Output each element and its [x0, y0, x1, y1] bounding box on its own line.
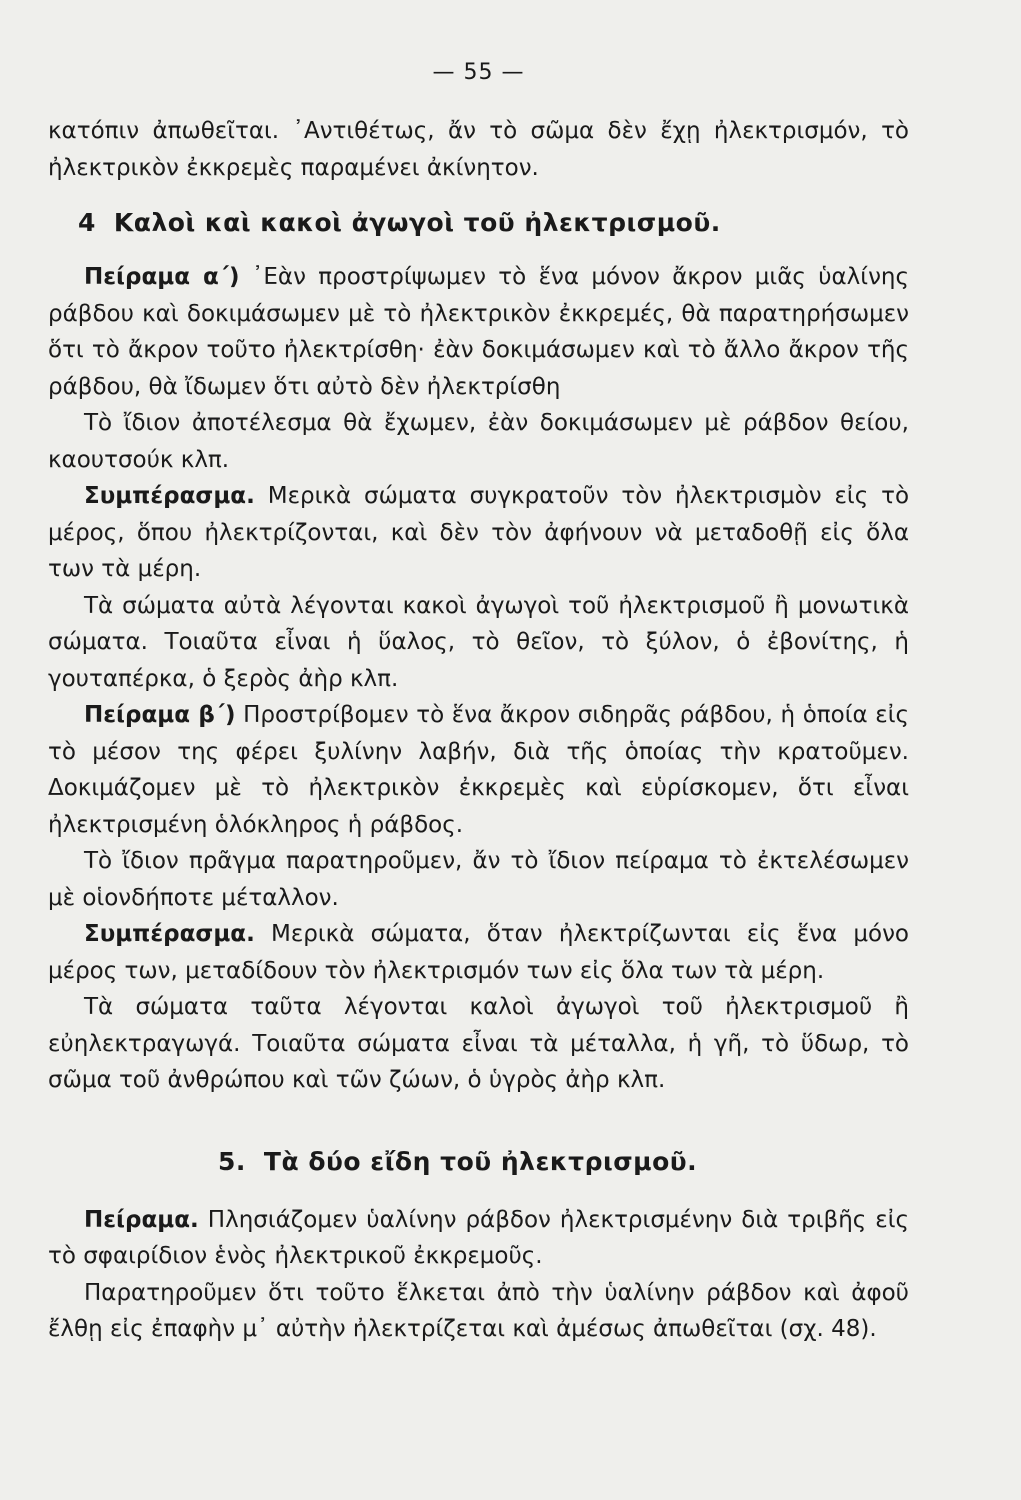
- experiment-a-paragraph: [48, 259, 909, 405]
- section-5-heading: [218, 1147, 909, 1176]
- conclusion-a-label: Συμπέρασμα.: [84, 483, 255, 509]
- experiment-a-follow: Τὸ ἴδιον ἀποτέλεσμα θὰ ἔχωμεν, ἐὰν δοκιμάσωμεν μὲ ράβδον θείου, καουτσούκ κλπ.: [48, 410, 909, 473]
- conclusion-a-follow: Τὰ σώματα αὐτὰ λέγονται κακοὶ ἀγωγοὶ τοῦ ἠλεκτρισμοῦ ἢ μονωτικὰ σώματα. Τοιαῦτα εἶναι ἡ ὕαλος, τὸ θεῖον, τὸ ξύλον, ὁ ἐβονίτης, ἡ γουταπέρκα, ὁ ξερὸς ἀὴρ κλπ.: [48, 592, 909, 692]
- conclusion-b-paragraph: [48, 916, 909, 989]
- experiment-a-text: ᾿Εὰν προστρίψωμεν τὸ ἕνα μόνον ἄκρον μιᾶς ὑαλίνης ράβδου καὶ δοκιμάσωμεν μὲ τὸ ἠλεκτρικὸν ἐκκρεμές, θὰ παρατηρήσωμεν ὅτι τὸ ἄκρον τοῦτο ἠλεκτρίσθη· ἐὰν δοκιμάσωμεν καὶ τὸ ἄλλο ἄκρον τῆς ράβδου, θὰ ἴδωμεν ὅτι αὐτὸ δὲν ἠλεκτρίσθη: [48, 264, 910, 400]
- section-5-number: 5.: [218, 1146, 246, 1176]
- experiment-c-label: Πείραμα.: [84, 1206, 199, 1233]
- experiment-c-paragraph: [48, 1202, 909, 1275]
- conclusion-b-label: Συμπέρασμα.: [84, 921, 255, 947]
- experiment-b-follow: Τὸ ἴδιον πρᾶγμα παρατηροῦμεν, ἄν τὸ ἴδιον πείραμα τὸ ἐκτελέσωμεν μὲ οἱονδήποτε μέταλλον.: [48, 848, 909, 911]
- conclusion-b-follow: Τὰ σώματα ταῦτα λέγονται καλοὶ ἀγωγοὶ τοῦ ἠλεκτρισμοῦ ἢ εὐηλεκτραγωγά. Τοιαῦτα σώματα εἶναι τὰ μέταλλα, ἡ γῆ, τὸ ὕδωρ, τὸ σῶμα τοῦ ἀνθρώπου καὶ τῶν ζώων, ὁ ὑγρὸς ἀὴρ κλπ.: [48, 994, 909, 1093]
- experiment-b-paragraph: [48, 697, 909, 843]
- conclusion-a-text: Μερικὰ σώματα συγκρατοῦν τὸν ἠλεκτρισμὸν εἰς τὸ μέρος, ὅπου ἠλεκτρίζονται, καὶ δὲν τὸν ἀφήνουν νὰ μεταδοθῇ εἰς ὅλα των τὰ μέρη.: [48, 483, 910, 582]
- experiment-c-follow: Παρατηροῦμεν ὅτι τοῦτο ἕλκεται ἀπὸ τὴν ὑαλίνην ράβδον καὶ ἀφοῦ ἔλθῃ εἰς ἐπαφὴν μ᾿ αὐτὴν ἠλεκτρίζεται καὶ ἀμέσως ἀπωθεῖται (σχ. 48).: [48, 1279, 909, 1342]
- section-5-title: Τὰ δύο εἴδη τοῦ ἠλεκτρισμοῦ.: [263, 1146, 698, 1176]
- section-4-heading: [78, 208, 909, 237]
- experiment-a-label: Πείραμα α΄): [84, 264, 240, 290]
- conclusion-a-paragraph: [48, 478, 909, 588]
- section-4-number: 4: [78, 208, 96, 237]
- experiment-b-label: Πείραμα β΄): [84, 702, 236, 728]
- experiment-b-text: Προστρίβομεν τὸ ἕνα ἄκρον σιδηρᾶς ράβδου, ἡ ὁποία εἰς τὸ μέσον της φέρει ξυλίνην λαβήν, διὰ τῆς ὁποίας τὴν κρατοῦμεν. Δοκιμάζομεν μὲ τὸ ἠλεκτρικὸν ἐκκρεμὲς καὶ εὑρίσκομεν, ὅτι εἶναι ἠλεκτρισμένη ὁλόκληρος ἡ ράβδος.: [48, 702, 910, 838]
- opening-paragraph: κατόπιν ἀπωθεῖται. ᾿Αντιθέτως, ἄν τὸ σῶμα δὲν ἔχῃ ἠλεκτρισμόν, τὸ ἠλεκτρικὸν ἐκκρεμὲς παραμένει ἀκίνητον.: [48, 118, 909, 181]
- experiment-c-text: Πλησιάζομεν ὑαλίνην ράβδον ἠλεκτρισμένην διὰ τριβῆς εἰς τὸ σφαιρίδιον ἑνὸς ἠλεκτρικοῦ ἐκκρεμοῦς.: [48, 1206, 910, 1269]
- page-number: — 55 —: [432, 60, 525, 85]
- section-4-title: Καλοὶ καὶ κακοὶ ἀγωγοὶ τοῦ ἠλεκτρισμοῦ.: [113, 208, 721, 237]
- conclusion-b-text: Μερικὰ σώματα, ὅταν ἠλεκτρίζωνται εἰς ἕνα μόνο μέρος των, μεταδίδουν τὸν ἠλεκτρισμόν των εἰς ὅλα των τὰ μέρη.: [48, 921, 910, 984]
